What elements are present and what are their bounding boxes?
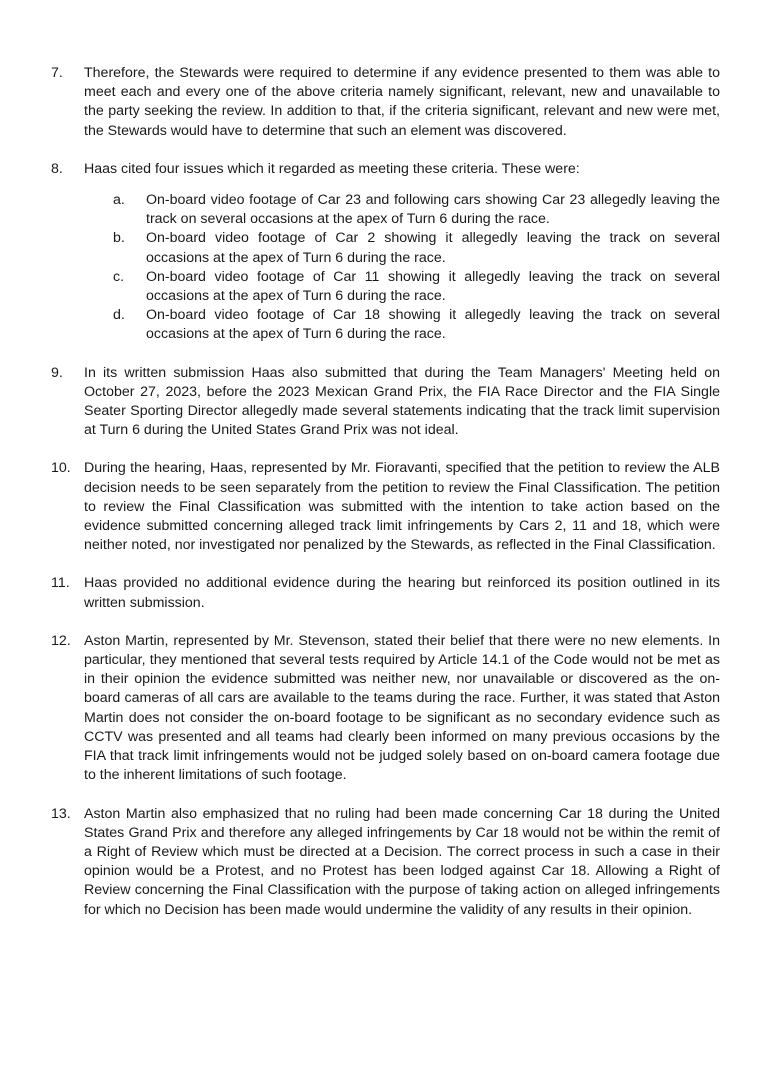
paragraph-10	[51, 459, 720, 555]
paragraph-13	[51, 805, 720, 920]
paragraph-11	[51, 574, 720, 612]
sublist-item-c	[113, 268, 720, 306]
paragraph-text: Haas cited four issues which it regarded as meeting these criteria. These were:	[84, 160, 580, 177]
sublist-letter: c.	[113, 268, 125, 285]
paragraph-number: 13.	[51, 805, 71, 822]
sublist-letter: a.	[113, 192, 125, 209]
paragraph-number: 8.	[51, 160, 63, 177]
sublist-letter: d.	[113, 307, 125, 324]
paragraph-text: Therefore, the Stewards were required to determine if any evidence presented to them was able to meet each and every one of the above criteria namely significant, relevant, new and unavailable to the party seeking the review. In addition to that, if the criteria significant, relevant and new were met, the Stewards would have to determine that such an element was discovered.	[84, 65, 720, 139]
sublist-item-b	[113, 229, 720, 267]
sublist-item-a	[113, 191, 720, 229]
paragraph-text: Aston Martin, represented by Mr. Stevenson, stated their belief that there were no new elements. In particular, they mentioned that several tests required by Article 14.1 of the Code would not be met as in their opinion the evidence submitted was neither new, nor unavailable or discovered as the on-board cameras of all cars are available to the teams during the race. Further, it was stated that Aston Martin does not consider the on-board footage to be significant as no secondary evidence such as CCTV was presented and all teams had clearly been informed on many previous occasions by the FIA that track limit infringements would not be judged solely based on on-board camera footage due to the inherent limitations of such footage.	[84, 632, 720, 784]
sublist-item-d	[113, 306, 720, 344]
paragraph-text: In its written submission Haas also submitted that during the Team Managers' Meeting held on October 27, 2023, before the 2023 Mexican Grand Prix, the FIA Race Director and the FIA Single Seater Sporting Director allegedly made several statements indicating that the track limit supervision at Turn 6 during the United States Grand Prix was not ideal.	[84, 364, 720, 439]
paragraph-number: 11.	[51, 575, 70, 592]
sublist-text: On-board video footage of Car 18 showing it allegedly leaving the track on several occasions at the apex of Turn 6 during the race.	[146, 307, 720, 343]
paragraph-text: During the hearing, Haas, represented by Mr. Fioravanti, specified that the petition to review the ALB decision needs to be seen separately from the petition to review the Final Classification. The petition to review the Final Classification was submitted with the intention to take action based on the evidence submitted concerning alleged track limit infringements by Cars 2, 11 and 18, which were neither noted, nor investigated nor penalized by the Stewards, as reflected in the Final Classification.	[84, 460, 720, 554]
paragraph-number: 12.	[51, 632, 71, 649]
criteria-sublist	[51, 191, 720, 345]
paragraph-number: 9.	[51, 364, 63, 381]
paragraph-text: Aston Martin also emphasized that no ruling had been made concerning Car 18 during the United States Grand Prix and therefore any alleged infringements by Car 18 would not be within the remit of a Right of Review which must be directed at a Decision. The correct process in such a case in their opinion would be a Protest, and no Protest has been lodged against Car 18. Allowing a Right of Review concerning the Final Classification with the purpose of taking action on alleged infringements for which no Decision has been made would undermine the validity of any results in their opinion.	[84, 805, 720, 918]
paragraph-9	[51, 364, 720, 441]
sublist-text: On-board video footage of Car 11 showing it allegedly leaving the track on several occasions at the apex of Turn 6 during the race.	[146, 268, 720, 305]
document-body	[51, 64, 720, 939]
paragraph-number: 7.	[51, 65, 63, 81]
paragraph-text: Haas provided no additional evidence during the hearing but reinforced its position outlined in its written submission.	[84, 575, 720, 611]
paragraph-12	[51, 632, 720, 786]
paragraph-number: 10.	[51, 460, 71, 477]
sublist-text: On-board video footage of Car 2 showing it allegedly leaving the track on several occasions at the apex of Turn 6 during the race.	[146, 230, 720, 266]
sublist-letter: b.	[113, 230, 125, 247]
sublist-text: On-board video footage of Car 23 and following cars showing Car 23 allegedly leaving the track on several occasions at the apex of Turn 6 during the race.	[146, 192, 720, 228]
paragraph-7	[51, 64, 720, 141]
paragraph-8	[51, 160, 720, 179]
